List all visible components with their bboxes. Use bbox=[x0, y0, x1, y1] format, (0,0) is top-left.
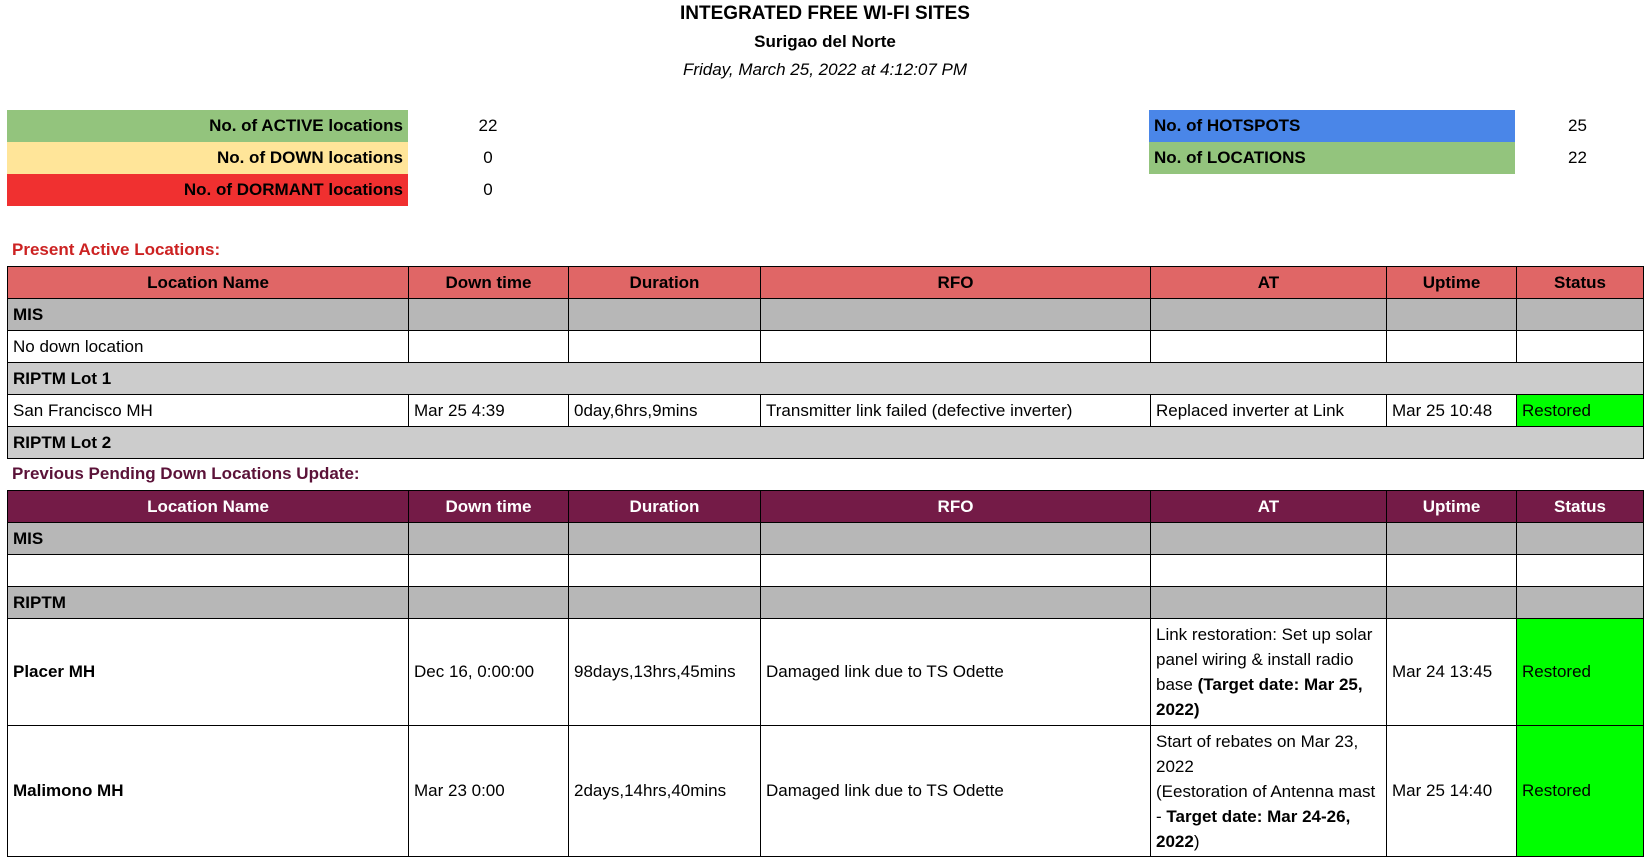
table-header-row bbox=[8, 267, 1644, 299]
target-date: Target date: Mar 24-26, 2022 bbox=[1156, 806, 1351, 851]
at bbox=[1151, 726, 1387, 857]
rfo: Damaged link due to TS Odette bbox=[761, 619, 1151, 726]
dormant-locations-label: No. of DORMANT locations bbox=[7, 174, 408, 206]
down-time: Mar 23 0:00 bbox=[409, 726, 569, 857]
col-duration: Duration bbox=[569, 267, 761, 299]
locations-label: No. of LOCATIONS bbox=[1149, 142, 1515, 174]
target-date: (Target date: Mar 25, 2022) bbox=[1156, 675, 1363, 719]
status-badge: Restored bbox=[1517, 619, 1644, 726]
table-header-row bbox=[8, 491, 1644, 523]
col-rfo: RFO bbox=[761, 491, 1151, 523]
location-name: Malimono MH bbox=[8, 726, 409, 857]
duration: 98days,13hrs,45mins bbox=[569, 619, 761, 726]
duration: 2days,14hrs,40mins bbox=[569, 726, 761, 857]
previous-pending-table bbox=[7, 490, 1644, 857]
location-name: San Francisco MH bbox=[8, 395, 409, 427]
at-line2-start: (Eestoration of Antenna mast - bbox=[1156, 781, 1376, 826]
col-duration: Duration bbox=[569, 491, 761, 523]
down-locations-value: 0 bbox=[483, 148, 493, 167]
group-label: RIPTM bbox=[8, 587, 409, 619]
present-active-table bbox=[7, 266, 1644, 459]
col-rfo: RFO bbox=[761, 267, 1151, 299]
active-locations-label: No. of ACTIVE locations bbox=[7, 110, 408, 142]
col-status: Status bbox=[1517, 267, 1644, 299]
at: Replaced inverter at Link bbox=[1151, 395, 1387, 427]
at bbox=[1151, 619, 1387, 726]
group-row-riptm-lot1 bbox=[8, 363, 1644, 395]
col-down-time: Down time bbox=[409, 267, 569, 299]
table-row bbox=[8, 619, 1644, 726]
rfo: Damaged link due to TS Odette bbox=[761, 726, 1151, 857]
group-label: MIS bbox=[8, 299, 409, 331]
table-row bbox=[8, 555, 1644, 587]
page-subtitle: Surigao del Norte bbox=[754, 32, 896, 51]
hotspots-value: 25 bbox=[1568, 116, 1587, 135]
locations-value: 22 bbox=[1568, 148, 1587, 167]
col-uptime: Uptime bbox=[1387, 267, 1517, 299]
group-row-mis bbox=[8, 523, 1644, 555]
report-timestamp: Friday, March 25, 2022 at 4:12:07 PM bbox=[682, 60, 968, 79]
location-name: Placer MH bbox=[8, 619, 409, 726]
col-at: AT bbox=[1151, 491, 1387, 523]
group-label: MIS bbox=[8, 523, 409, 555]
table-row bbox=[8, 726, 1644, 857]
col-location-name: Location Name bbox=[8, 267, 409, 299]
at-text: Link restoration: Set up solar panel wiring & install radio base bbox=[1156, 625, 1373, 694]
col-location-name: Location Name bbox=[8, 491, 409, 523]
rfo: Transmitter link failed (defective inverter) bbox=[761, 395, 1151, 427]
uptime: Mar 24 13:45 bbox=[1387, 619, 1517, 726]
down-time: Mar 25 4:39 bbox=[409, 395, 569, 427]
hotspots-label: No. of HOTSPOTS bbox=[1149, 110, 1515, 142]
uptime: Mar 25 14:40 bbox=[1387, 726, 1517, 857]
group-label: RIPTM Lot 2 bbox=[8, 427, 1644, 459]
down-time: Dec 16, 0:00:00 bbox=[409, 619, 569, 726]
group-row-riptm-lot2 bbox=[8, 427, 1644, 459]
status-badge: Restored bbox=[1517, 726, 1644, 857]
group-label: RIPTM Lot 1 bbox=[8, 363, 1644, 395]
at-line1: Start of rebates on Mar 23, 2022 bbox=[1156, 731, 1359, 776]
status-badge: Restored bbox=[1517, 395, 1644, 427]
col-down-time: Down time bbox=[409, 491, 569, 523]
at-line2-end: ) bbox=[1193, 831, 1200, 851]
active-locations-value: 22 bbox=[478, 116, 498, 135]
page-title: INTEGRATED FREE WI-FI SITES bbox=[680, 3, 970, 24]
table-row bbox=[8, 331, 1644, 363]
uptime: Mar 25 10:48 bbox=[1387, 395, 1517, 427]
location-name: No down location bbox=[8, 331, 409, 363]
dormant-locations-value: 0 bbox=[483, 180, 493, 199]
col-at: AT bbox=[1151, 267, 1387, 299]
table-row bbox=[8, 395, 1644, 427]
group-row-mis bbox=[8, 299, 1644, 331]
down-locations-label: No. of DOWN locations bbox=[7, 142, 408, 174]
group-row-riptm bbox=[8, 587, 1644, 619]
present-active-label: Present Active Locations: bbox=[12, 240, 221, 259]
col-status: Status bbox=[1517, 491, 1644, 523]
previous-pending-label: Previous Pending Down Locations Update: bbox=[12, 464, 360, 483]
col-uptime: Uptime bbox=[1387, 491, 1517, 523]
duration: 0day,6hrs,9mins bbox=[569, 395, 761, 427]
